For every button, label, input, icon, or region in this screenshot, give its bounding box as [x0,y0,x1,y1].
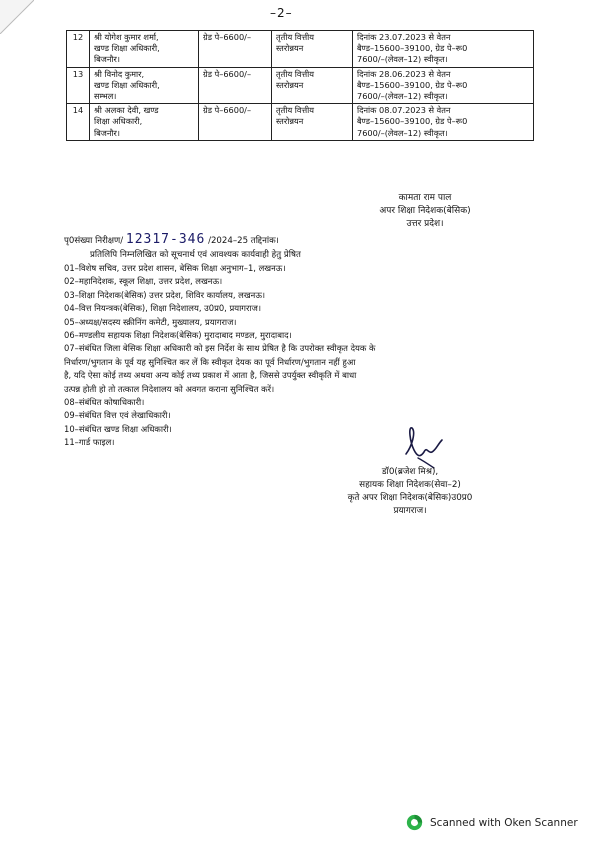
copy-list-item: 08–संबंधित कोषाधिकारी। [64,397,145,408]
table-row [67,67,534,104]
grade-pay-cell: ग्रेड पे–6600/– [199,31,272,68]
signatory-1-designation: अपर शिक्षा निदेशक(बेसिक) [379,206,471,216]
cell-line: 7600/–(लेवल–12) स्वीकृत। [357,91,448,102]
signatory-2-designation: सहायक शिक्षा निदेशक(सेवा–2) [359,480,461,490]
copy-list-item-07-line: है, यदि ऐसा कोई तथ्य अथवा अन्य कोई तथ्य प्रकाश में आता है, जिससे उपर्युक्त स्वीकृति में बाधा [64,370,357,381]
copy-list-item: 04–वित्त नियन्त्रक(बेसिक), शिक्षा निदेशालय, उ0प्र0, प्रयागराज। [64,303,261,314]
copy-list-item-07-line: उत्पन्न होती हो तो तत्काल निदेशालय को अवगत कराना सुनिश्चित करें। [64,383,275,394]
employee-name-cell [90,31,199,68]
copy-list-item: 01–विशेष सचिव, उत्तर प्रदेश शासन, बेसिक शिक्षा अनुभाग–1, लखनऊ। [64,263,286,273]
copy-list-item: 09–संबंधित वित्त एवं लेखाधिकारी। [64,410,171,421]
cell-line: बैण्ड–15600–39100, ग्रेड पे–रू0 [357,79,468,90]
copy-list-item-07-line: 07–संबंधित जिला बेसिक शिक्षा अधिकारी को इस निर्देश के साथ प्रेषित है कि उपरोक्त स्वीकृत देयक के [64,343,376,354]
cell-line: बैण्ड–15600–39100, ग्रेड पे–रू0 [357,43,468,54]
page-number: –2– [270,6,293,20]
copy-intro: प्रतिलिपि निम्नलिखित को सूचनार्थ एवं आवश्यक कार्यवाही हेतु प्रेषित [90,250,301,260]
benefit-cell [272,67,353,104]
scanner-watermark-text: Scanned with Oken Scanner [430,816,578,829]
signatory-2-name: डॉ0(ब्रजेश मिश्र), [381,467,439,477]
copy-list [64,262,524,450]
signatory-2-place: प्रयागराज। [393,506,427,516]
benefit-cell [272,104,353,141]
copy-list-item: 10–संबंधित खण्ड शिक्षा अधिकारी। [64,423,172,434]
cell-line: खण्ड शिक्षा अधिकारी, [94,79,160,90]
table-row [67,104,534,141]
signatory-block-1 [360,192,490,231]
employee-name-cell [90,104,199,141]
copy-list-item: 03–शिक्षा निदेशक(बेसिक) उत्तर प्रदेश, शिविर कार्यालय, लखनऊ। [64,289,266,300]
scanner-watermark [406,814,578,831]
cell-line: स्तरोन्नयन [276,79,304,90]
serial-number-cell: 14 [67,104,90,141]
cell-line: खण्ड शिक्षा अधिकारी, [94,43,160,54]
copy-list-item: 05–अध्यक्ष/सदस्य स्क्रीनिंग कमेटी, मुख्यालय, प्रयागराज। [64,316,237,327]
cell-line: तृतीय वित्तीय [276,105,315,116]
grade-pay-cell: ग्रेड पे–6600/– [199,67,272,104]
copy-list-item: 06–मण्डलीय सहायक शिक्षा निदेशक(बेसिक) मुरादाबाद मण्डल, मुरादाबाद। [64,330,292,341]
cell-line: स्तरोन्नयन [276,43,304,54]
handwritten-reference-number: 12317-346 [125,232,206,247]
signatory-2-on-behalf: कृते अपर शिक्षा निदेशक(बेसिक)उ0प्र0 [347,493,473,503]
handwritten-signature [398,424,448,470]
page-fold-corner [0,0,34,34]
copy-list-item: 11–गार्ड फाइल। [64,437,115,448]
cell-line: शिक्षा अधिकारी, [94,116,143,127]
cell-line: 7600/–(लेवल–12) स्वीकृत। [357,54,448,65]
cell-line: दिनांक 23.07.2023 से वेतन [357,32,451,42]
oken-scanner-logo-icon [406,814,423,831]
benefit-cell [272,31,353,68]
cell-line: दिनांक 08.07.2023 से वेतन [357,105,451,116]
signatory-block-2 [320,466,500,518]
reference-prefix: पृ0संख्या निरीक्षण/ [64,236,124,246]
reference-line [64,232,279,247]
cell-line: तृतीय वित्तीय [276,32,315,42]
cell-line: बैण्ड–15600–39100, ग्रेड पे–रू0 [357,116,468,127]
sanction-detail-cell [353,67,534,104]
serial-number-cell: 13 [67,67,90,104]
signatory-1-name: कामता राम पाल [398,193,452,203]
cell-line: श्री अलका देवी, खण्ड [94,105,159,116]
cell-line: सम्भल। [94,91,117,102]
employee-name-cell [90,67,199,104]
cell-line: 7600/–(लेवल–12) स्वीकृत। [357,127,448,138]
table-row [67,31,534,68]
cell-line: बिजनौर। [94,127,120,138]
copy-list-item: 02–महानिदेशक, स्कूल शिक्षा, उत्तर प्रदेश, लखनऊ। [64,276,223,287]
cell-line: बिजनौर। [94,54,120,65]
employee-table [66,30,534,141]
cell-line: श्री विनोद कुमार, [94,68,145,79]
cell-line: तृतीय वित्तीय [276,68,315,79]
cell-line: श्री योगेश कुमार शर्मा, [94,32,159,42]
serial-number-cell: 12 [67,31,90,68]
signatory-1-state: उत्तर प्रदेश। [406,219,444,229]
cell-line: दिनांक 28.06.2023 से वेतन [357,68,451,79]
sanction-detail-cell [353,31,534,68]
cell-line: स्तरोन्नयन [276,116,304,127]
copy-list-item-07-line: निर्धारण/भुगतान के पूर्व यह सुनिश्चित कर लें कि स्वीकृत देयक का पूर्व निर्धारण/भुगतान नहीं हुआ [64,356,356,367]
grade-pay-cell: ग्रेड पे–6600/– [199,104,272,141]
reference-suffix: /2024–25 तद्दिनांक। [208,236,279,246]
sanction-detail-cell [353,104,534,141]
